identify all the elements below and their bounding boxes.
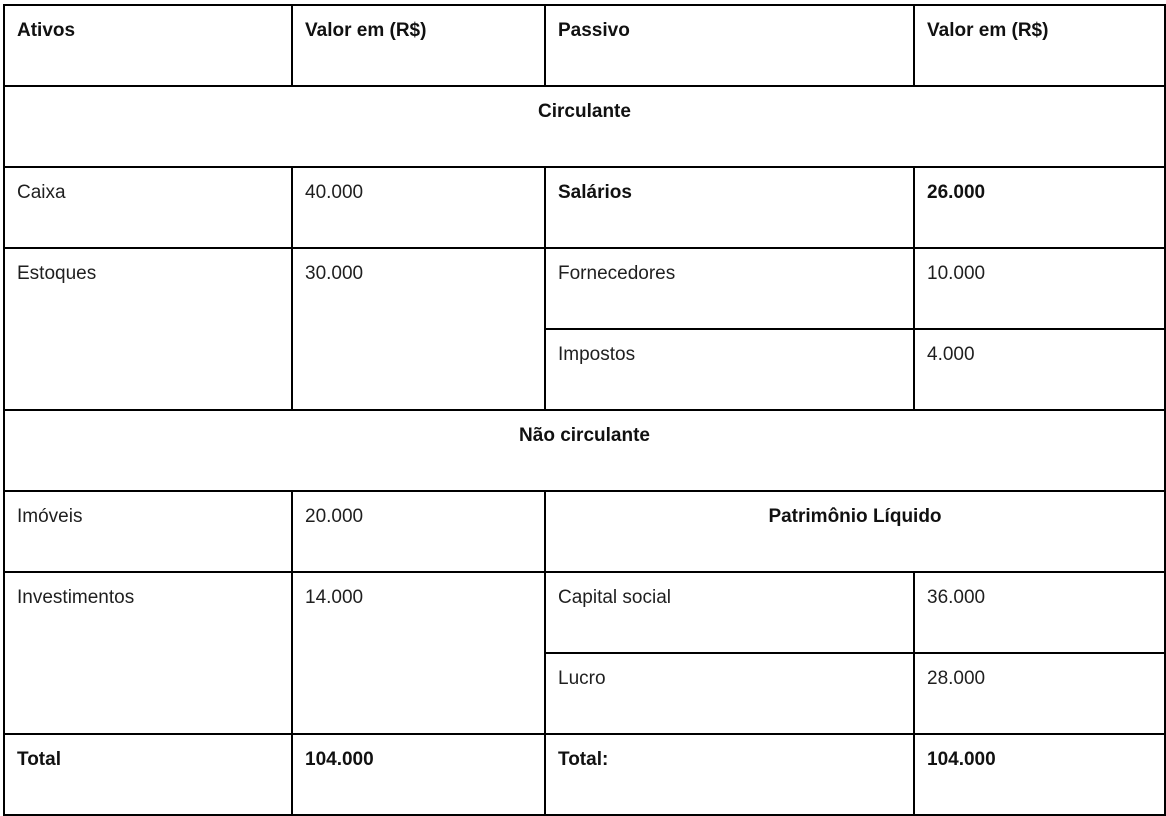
passivo-value: 26.000 [914,167,1165,248]
total-passivo-value: 104.000 [914,734,1165,815]
ativo-label: Investimentos [4,572,292,734]
passivo-label: Salários [545,167,914,248]
total-ativo-label: Total [4,734,292,815]
table-row [4,572,1165,653]
table-row [4,491,1165,572]
table-row [4,167,1165,248]
passivo-label: Impostos [545,329,914,410]
total-passivo-label: Total: [545,734,914,815]
passivo-label: Fornecedores [545,248,914,329]
table-row [4,248,1165,329]
ativo-value: 40.000 [292,167,545,248]
pl-label: Capital social [545,572,914,653]
header-valor-ativos: Valor em (R$) [292,5,545,86]
ativo-label: Caixa [4,167,292,248]
ativo-value: 30.000 [292,248,545,410]
header-ativos: Ativos [4,5,292,86]
passivo-value: 4.000 [914,329,1165,410]
ativo-value: 14.000 [292,572,545,734]
ativo-value: 20.000 [292,491,545,572]
totals-row [4,734,1165,815]
ativo-label: Imóveis [4,491,292,572]
ativo-label: Estoques [4,248,292,410]
total-ativo-value: 104.000 [292,734,545,815]
header-valor-passivo: Valor em (R$) [914,5,1165,86]
section-title-nao-circulante: Não circulante [4,410,1165,491]
pl-value: 36.000 [914,572,1165,653]
section-row-nao-circulante [4,410,1165,491]
balance-sheet-table [3,4,1166,816]
section-title-circulante: Circulante [4,86,1165,167]
section-row-circulante [4,86,1165,167]
pl-label: Lucro [545,653,914,734]
section-title-patrimonio-liquido: Patrimônio Líquido [545,491,1165,572]
passivo-value: 10.000 [914,248,1165,329]
header-row [4,5,1165,86]
pl-value: 28.000 [914,653,1165,734]
header-passivo: Passivo [545,5,914,86]
